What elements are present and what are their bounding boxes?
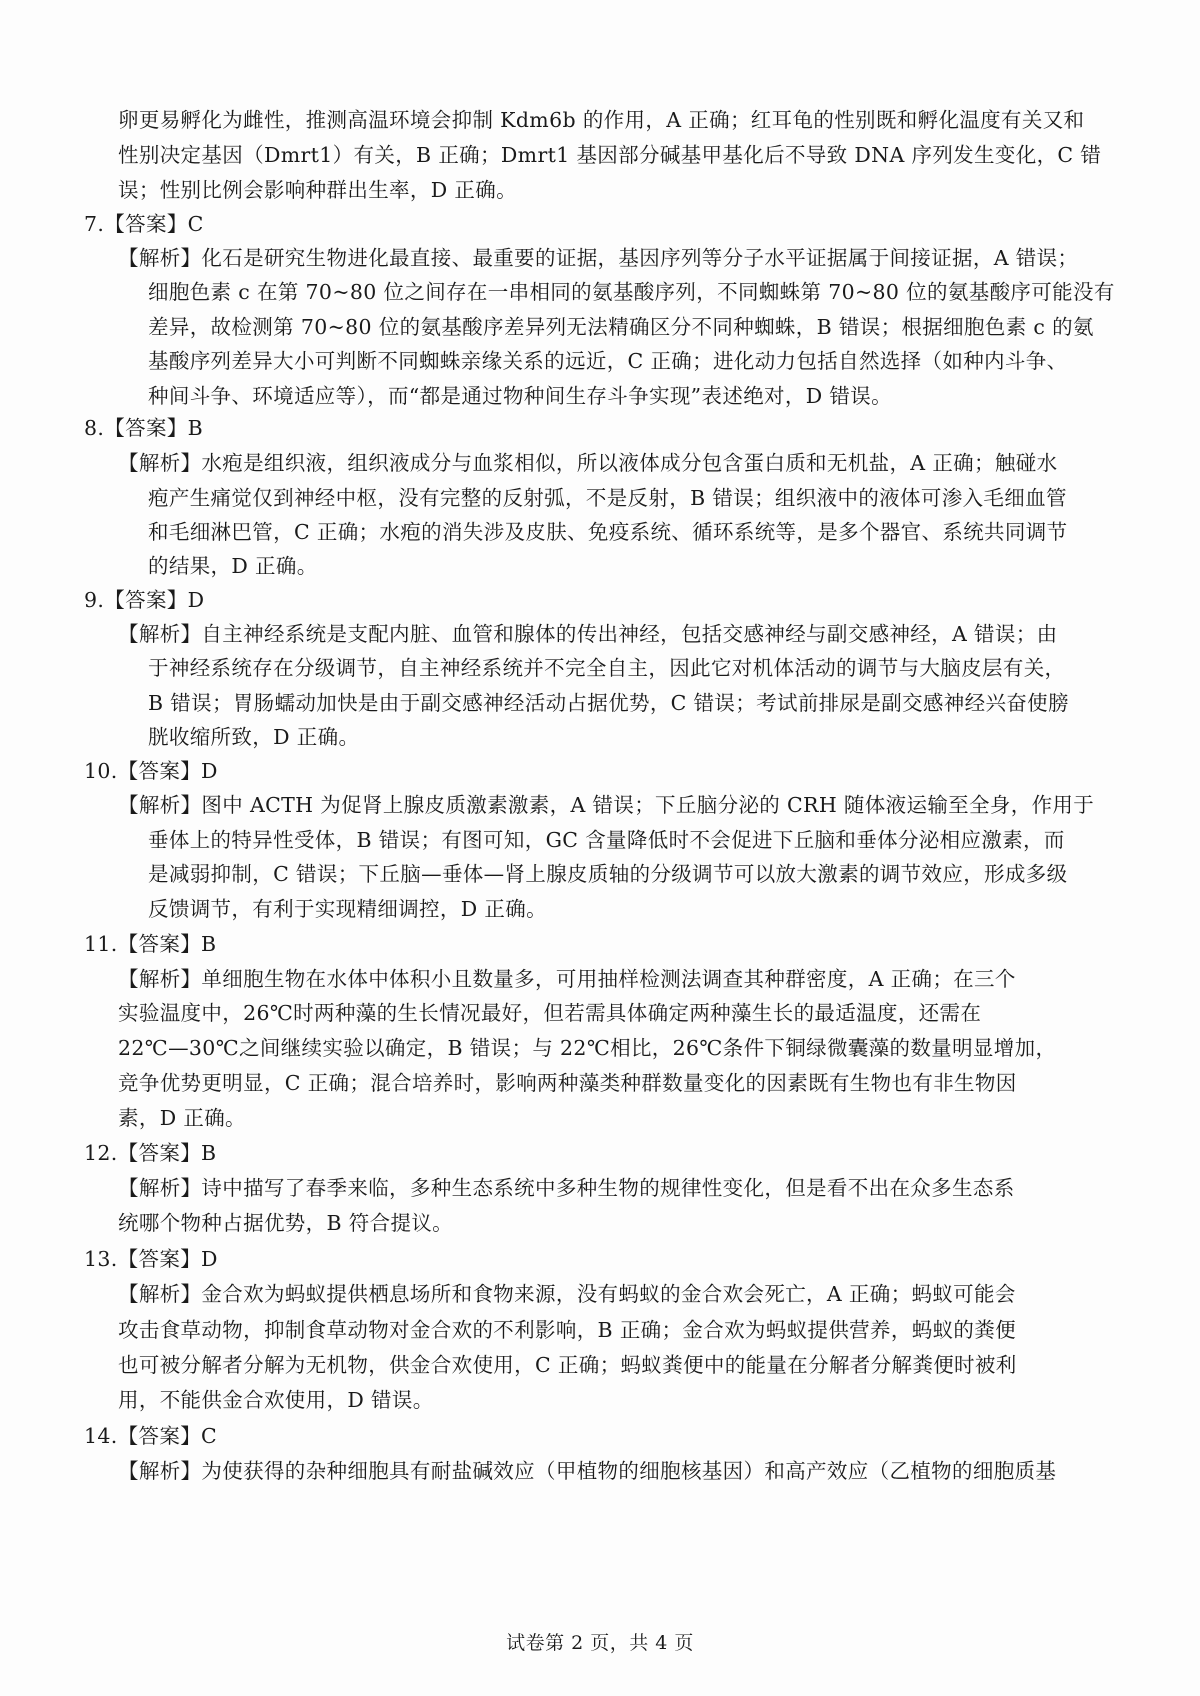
- text-line: 和毛细淋巴管，C 正确；水疱的消失涉及皮肤、免疫系统、循环系统等，是多个器官、系统共同调节: [148, 520, 1068, 544]
- answer-heading: 7.【答案】C: [84, 212, 204, 236]
- text-line: 统哪个物种占据优势，B 符合提议。: [118, 1211, 454, 1235]
- text-line: 22℃—30℃之间继续实验以确定，B 错误；与 22℃相比，26℃条件下铜绿微囊藻的数量明显增加，: [118, 1036, 1057, 1060]
- analysis-line: 【解析】为使获得的杂种细胞具有耐盐碱效应（甲植物的细胞核基因）和高产效应（乙植物的细胞质基: [118, 1459, 1057, 1483]
- text-line: 误；性别比例会影响种群出生率，D 正确。: [118, 178, 517, 202]
- text-line: 垂体上的特异性受体，B 错误；有图可知，GC 含量降低时不会促进下丘脑和垂体分泌相应激素，而: [148, 828, 1065, 852]
- text-line: 用，不能供金合欢使用，D 错误。: [118, 1388, 434, 1412]
- analysis-line: 【解析】化石是研究生物进化最直接、最重要的证据，基因序列等分子水平证据属于间接证据，A 错误；: [118, 246, 1079, 270]
- text-line: 性别决定基因（Dmrt1）有关，B 正确；Dmrt1 基因部分碱基甲基化后不导致 DNA 序列发生变化，C 错: [118, 143, 1102, 167]
- answer-heading: 14.【答案】C: [84, 1424, 218, 1448]
- text-line: 卵更易孵化为雌性，推测高温环境会抑制 Kdm6b 的作用，A 正确；红耳龟的性别既和孵化温度有关又和: [118, 108, 1085, 132]
- text-line: 差异，故检测第 70~80 位的氨基酸序差异列无法精确区分不同种蜘蛛，B 错误；根据细胞色素 c 的氨: [148, 315, 1094, 339]
- text-line: 的结果，D 正确。: [148, 554, 318, 578]
- text-line: 竞争优势更明显，C 正确；混合培养时，影响两种藻类种群数量变化的因素既有生物也有非生物因: [118, 1071, 1017, 1095]
- text-line: 疱产生痛觉仅到神经中枢，没有完整的反射弧，不是反射，B 错误；组织液中的液体可渗入毛细血管: [148, 486, 1067, 510]
- page-footer: 试卷第 2 页，共 4 页: [506, 1632, 694, 1654]
- answer-heading: 10.【答案】D: [84, 759, 218, 783]
- text-line: 胱收缩所致，D 正确。: [148, 725, 360, 749]
- answer-heading: 12.【答案】B: [84, 1141, 217, 1165]
- analysis-line: 【解析】自主神经系统是支配内脏、血管和腺体的传出神经，包括交感神经与副交感神经，A 错误；由: [118, 622, 1058, 646]
- text-line: 也可被分解者分解为无机物，供金合欢使用，C 正确；蚂蚁粪便中的能量在分解者分解粪便时被利: [118, 1353, 1017, 1377]
- text-line: 是减弱抑制，C 错误；下丘脑—垂体—肾上腺皮质轴的分级调节可以放大激素的调节效应，形成多级: [148, 862, 1068, 886]
- analysis-line: 【解析】图中 ACTH 为促肾上腺皮质激素激素，A 错误；下丘脑分泌的 CRH 随体液运输至全身，作用于: [118, 793, 1095, 817]
- text-line: 实验温度中，26℃时两种藻的生长情况最好，但若需具体确定两种藻生长的最适温度，还需在: [118, 1001, 982, 1025]
- text-line: B 错误；胃肠蠕动加快是由于副交感神经活动占据优势，C 错误；考试前排尿是副交感神经兴奋使膀: [148, 691, 1069, 715]
- analysis-line: 【解析】金合欢为蚂蚁提供栖息场所和食物来源，没有蚂蚁的金合欢会死亡，A 正确；蚂蚁可能会: [118, 1282, 1016, 1306]
- answer-heading: 13.【答案】D: [84, 1247, 218, 1271]
- analysis-line: 【解析】诗中描写了春季来临，多种生态系统中多种生物的规律性变化，但是看不出在众多生态系: [118, 1176, 1015, 1200]
- text-line: 基酸序列差异大小可判断不同蜘蛛亲缘关系的远近，C 正确；进化动力包括自然选择（如种内斗争、: [148, 349, 1068, 373]
- text-line: 攻击食草动物，抑制食草动物对金合欢的不利影响，B 正确；金合欢为蚂蚁提供营养，蚂蚁的粪便: [118, 1318, 1016, 1342]
- text-line: 种间斗争、环境适应等），而“都是通过物种间生存斗争实现”表述绝对，D 错误。: [148, 384, 892, 408]
- answer-heading: 8.【答案】B: [84, 416, 204, 440]
- text-line: 于神经系统存在分级调节，自主神经系统并不完全自主，因此它对机体活动的调节与大脑皮层有关，: [148, 656, 1066, 680]
- analysis-line: 【解析】单细胞生物在水体中体积小且数量多，可用抽样检测法调查其种群密度，A 正确；在三个: [118, 967, 1016, 991]
- analysis-line: 【解析】水疱是组织液，组织液成分与血浆相似，所以液体成分包含蛋白质和无机盐，A 正确；触碰水: [118, 451, 1058, 475]
- answer-heading: 11.【答案】B: [84, 932, 217, 956]
- text-line: 反馈调节，有利于实现精细调控，D 正确。: [148, 897, 547, 921]
- text-line: 细胞色素 c 在第 70~80 位之间存在一串相同的氨基酸序列，不同蜘蛛第 70~80 位的氨基酸序可能没有: [148, 280, 1115, 304]
- answer-heading: 9.【答案】D: [84, 588, 205, 612]
- text-line: 素，D 正确。: [118, 1106, 246, 1130]
